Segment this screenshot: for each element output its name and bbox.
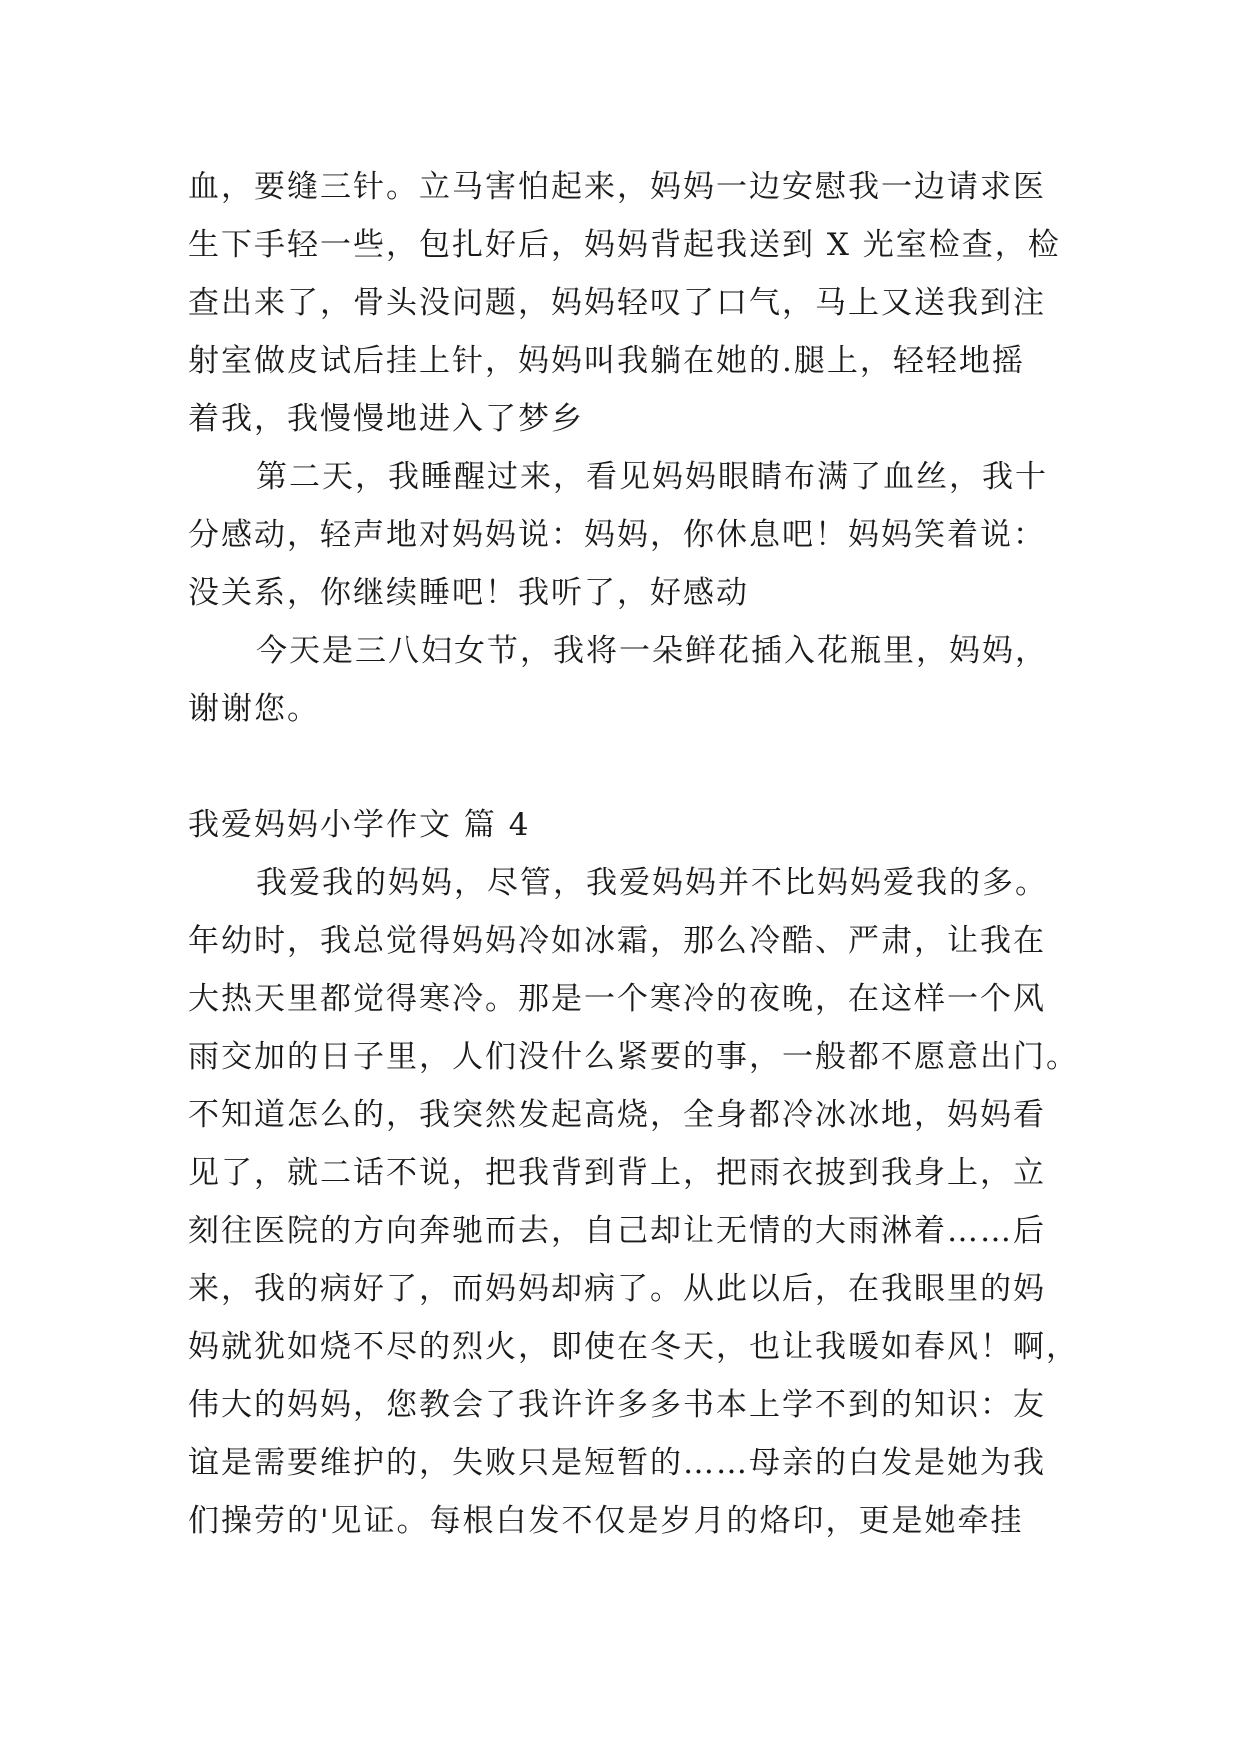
paragraph: [188, 854, 1079, 1550]
text-line: 来，我的病好了，而妈妈却病了。从此以后，在我眼里的妈: [188, 1271, 1046, 1307]
text-line: 我爱我的妈妈，尽管，我爱妈妈并不比妈妈爱我的多。: [256, 865, 1048, 901]
paragraph: [188, 158, 1068, 448]
text-line: 伟大的妈妈，您教会了我许许多多书本上学不到的知识：友: [188, 1387, 1046, 1423]
text-line: 不知道怎么的，我突然发起高烧，全身都冷冰冰地，妈妈看: [188, 1097, 1046, 1133]
text-line: 第二天，我睡醒过来，看见妈妈眼睛布满了血丝，我十: [256, 459, 1048, 495]
text-line: 年幼时，我总觉得妈妈冷如冰霜，那么冷酷、严肃，让我在: [188, 923, 1046, 959]
text-line: 生下手轻一些，包扎好后，妈妈背起我送到 X 光室检查，检: [188, 227, 1061, 263]
text-line: 雨交加的日子里，人们没什么紧要的事，一般都不愿意出门。: [188, 1039, 1079, 1075]
text-line: 谊是需要维护的，失败只是短暂的……母亲的白发是她为我: [188, 1445, 1046, 1481]
paragraph: [188, 448, 1068, 622]
text-line: 血，要缝三针。立马害怕起来，妈妈一边安慰我一边请求医: [188, 169, 1046, 205]
text-line: 着我，我慢慢地进入了梦乡: [188, 401, 584, 437]
text-line: 谢谢您。: [188, 691, 320, 727]
text-line: 大热天里都觉得寒冷。那是一个寒冷的夜晚，在这样一个风: [188, 981, 1046, 1017]
text-line: 射室做皮试后挂上针，妈妈叫我躺在她的.腿上，轻轻地摇: [188, 343, 1025, 379]
text-line: 刻往医院的方向奔驰而去，自己却让无情的大雨淋着……后: [188, 1213, 1046, 1249]
text-line: 今天是三八妇女节，我将一朵鲜花插入花瓶里，妈妈，: [256, 633, 1048, 669]
text-line: 查出来了，骨头没问题，妈妈轻叹了口气，马上又送我到注: [188, 285, 1046, 321]
text-line: 分感动，轻声地对妈妈说：妈妈，你休息吧！妈妈笑着说：: [188, 517, 1046, 553]
text-line: 见了，就二话不说，把我背到背上，把雨衣披到我身上，立: [188, 1155, 1046, 1191]
text-line: 妈就犹如烧不尽的烈火，即使在冬天，也让我暖如春风！啊，: [188, 1329, 1079, 1365]
document-body: [188, 158, 1079, 1550]
section-heading: 我爱妈妈小学作文 篇 4: [188, 807, 531, 843]
text-line: 没关系，你继续睡吧！我听了，好感动: [188, 575, 749, 611]
paragraph: [188, 622, 1068, 738]
text-line: 们操劳的'见证。每根白发不仅是岁月的烙印，更是她牵挂: [188, 1503, 1024, 1539]
